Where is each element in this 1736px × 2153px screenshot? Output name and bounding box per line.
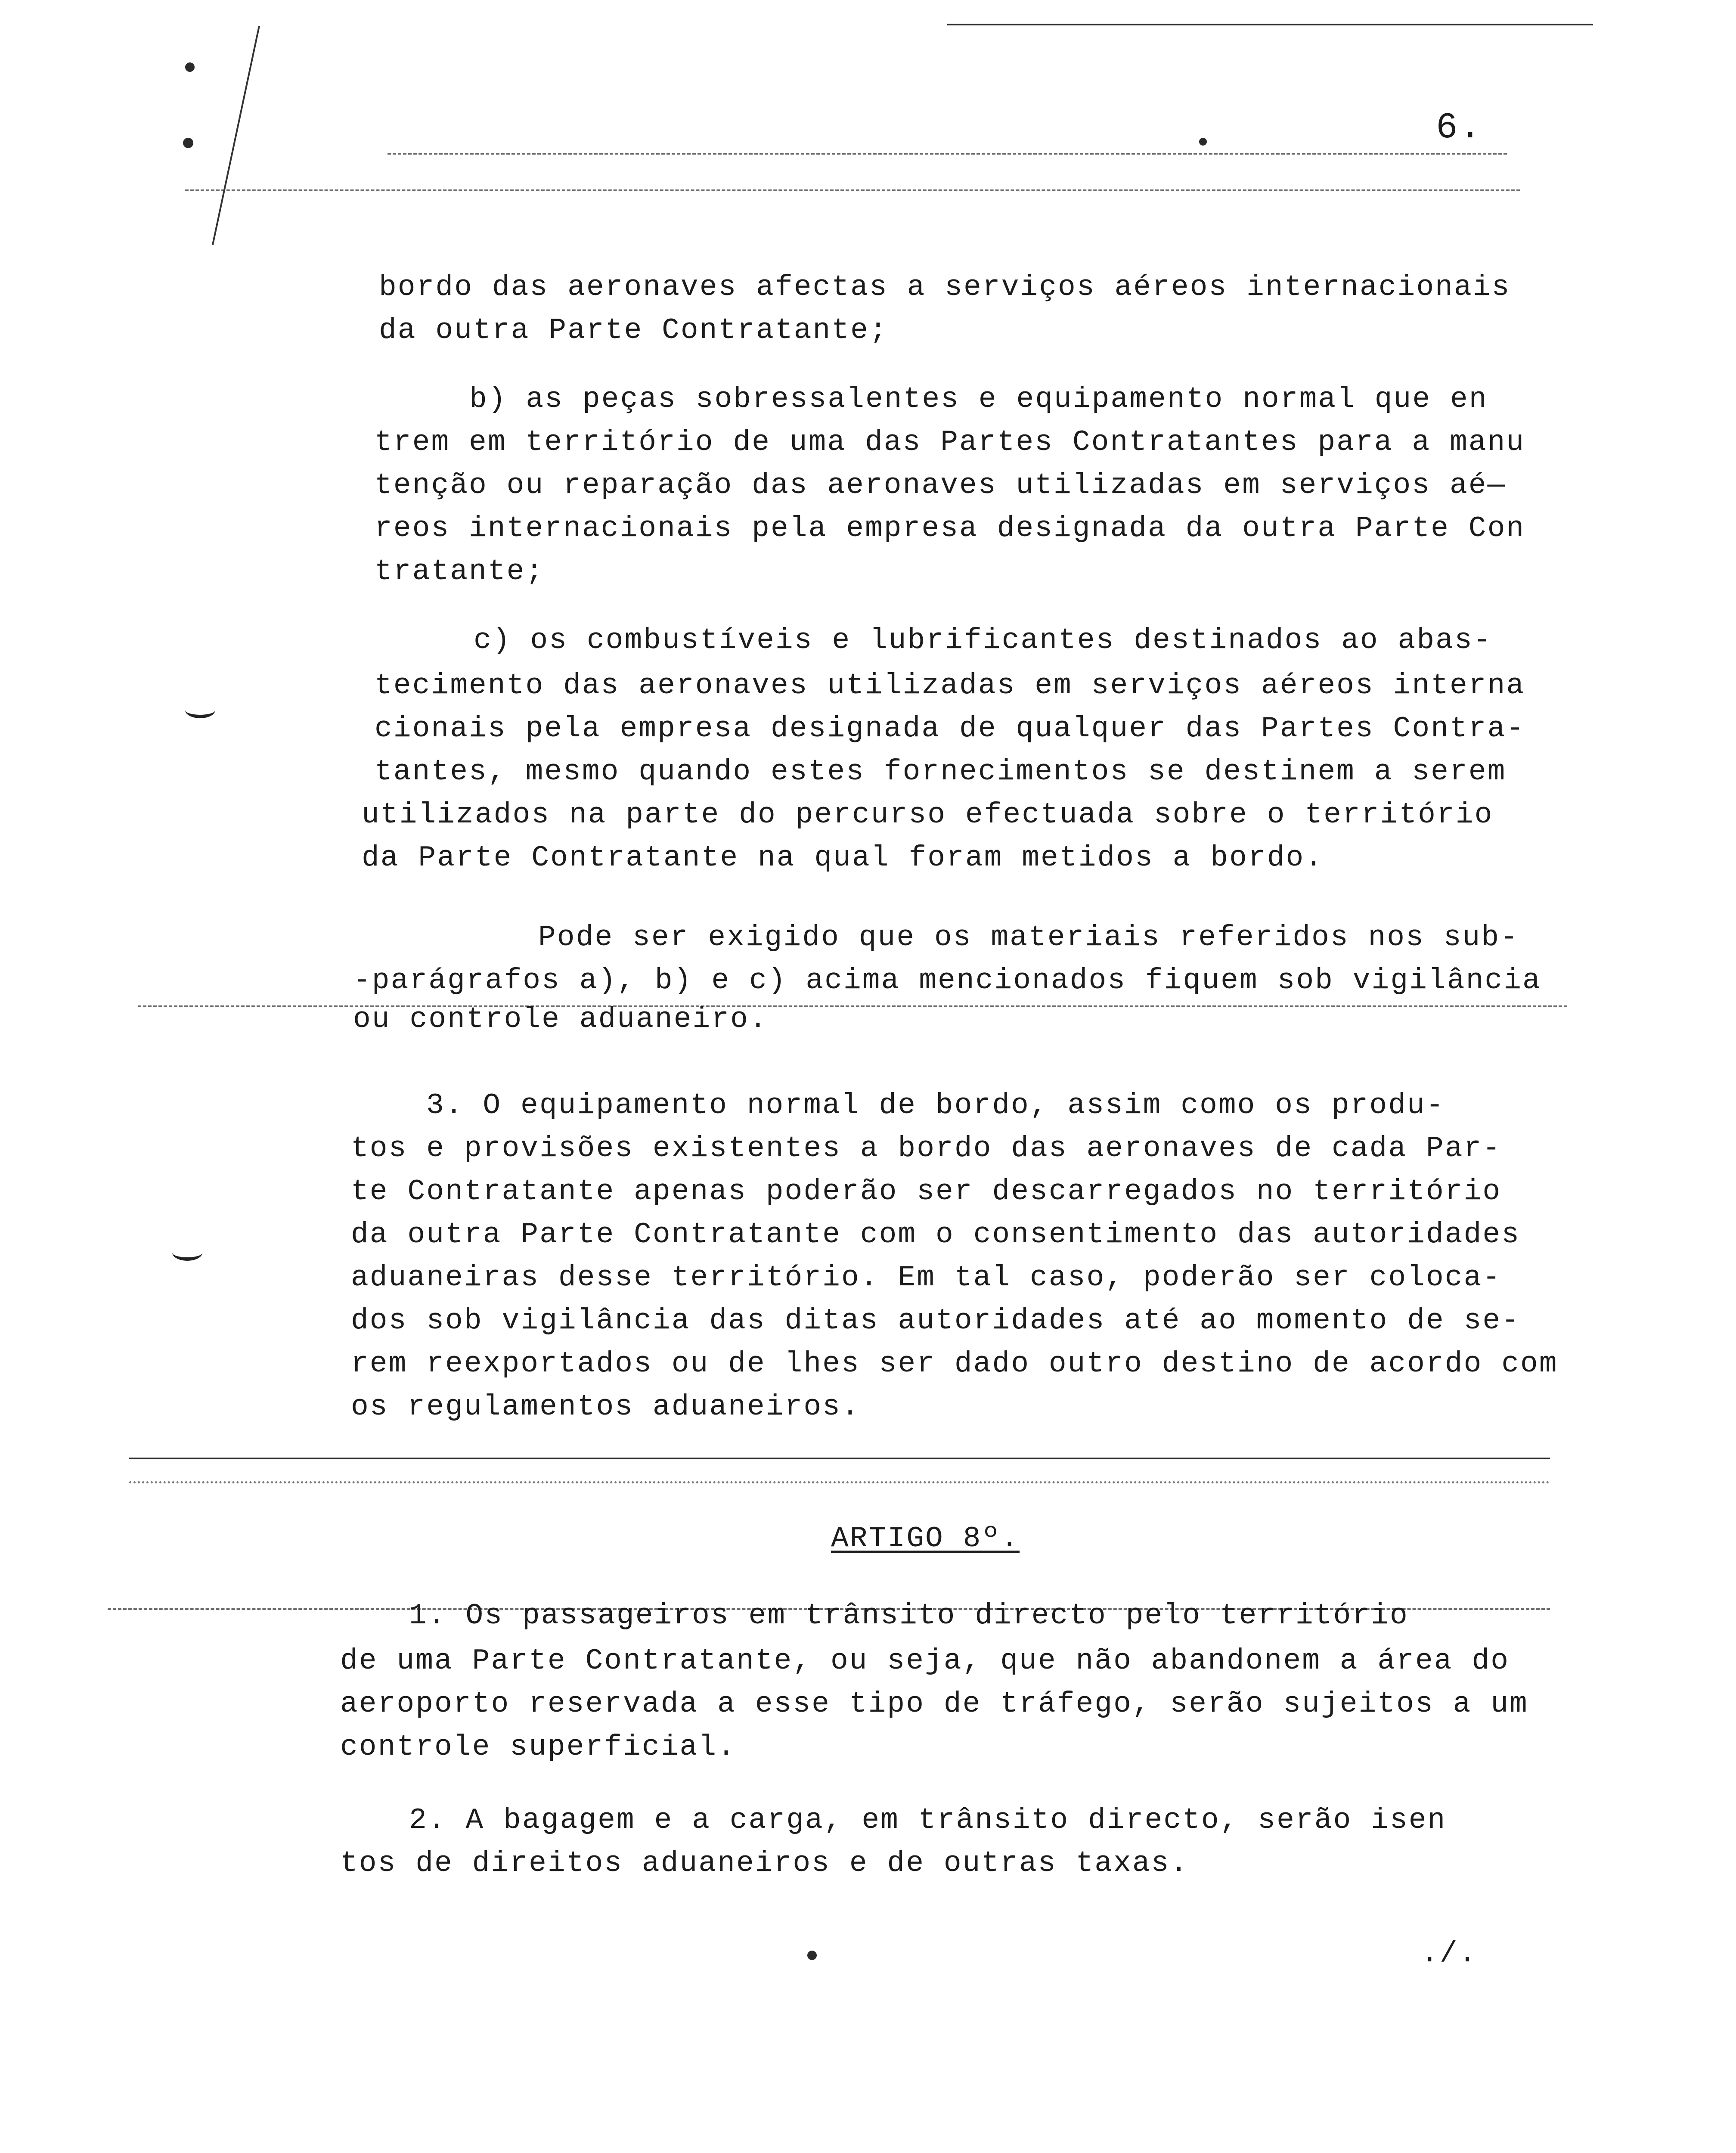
scan-header-dashes	[388, 153, 1507, 155]
text-line: dos sob vigilância das ditas autoridades até ao momento de se-	[351, 1304, 1521, 1337]
text-line: os regulamentos aduaneiros.	[351, 1390, 860, 1424]
margin-tick-mark	[185, 702, 215, 718]
text-line: Pode ser exigido que os materiais referidos nos sub-	[538, 921, 1519, 954]
text-line: te Contratante apenas poderão ser descarregados no território	[351, 1175, 1502, 1208]
text-line: de uma Parte Contratante, ou seja, que não abandonem a área do	[340, 1644, 1510, 1678]
text-line: 1. Os passageiros em trânsito directo pelo território	[409, 1599, 1409, 1632]
text-line: reos internacionais pela empresa designada da outra Parte Con	[375, 512, 1525, 545]
margin-tick-mark	[172, 1244, 202, 1261]
text-line: da Parte Contratante na qual foram metidos a bordo.	[362, 841, 1324, 875]
article-heading: ARTIGO 8º.	[831, 1522, 1020, 1555]
text-line: controle superficial.	[340, 1731, 736, 1764]
text-line: tenção ou reparação das aeronaves utilizadas em serviços aé—	[375, 469, 1507, 502]
scan-top-edge-line	[947, 24, 1593, 25]
margin-dot	[185, 62, 195, 72]
text-line: rem reexportados ou de lhes ser dado outro destino de acordo com	[351, 1347, 1558, 1381]
text-line: 2. A bagagem e a carga, em trânsito directo, serão isen	[409, 1804, 1447, 1837]
text-line: utilizados na parte do percurso efectuada sobre o território	[362, 798, 1494, 831]
text-line: c) os combustíveis e lubrificantes destinados ao abas-	[474, 624, 1492, 657]
text-line: cionais pela empresa designada de qualquer das Partes Contra-	[375, 712, 1525, 745]
text-line: tos e provisões existentes a bordo das aeronaves de cada Par-	[351, 1132, 1502, 1165]
text-line: 3. O equipamento normal de bordo, assim como os produ-	[426, 1089, 1445, 1122]
text-line: b) as peças sobressalentes e equipamento normal que en	[469, 383, 1488, 416]
text-line: aduaneiras desse território. Em tal caso, poderão ser coloca-	[351, 1261, 1502, 1294]
text-line: -parágrafos a), b) e c) acima mencionados fiquem sob vigilância	[353, 964, 1541, 997]
text-line: bordo das aeronaves afectas a serviços aéreos internacionais	[379, 271, 1511, 304]
text-line: da outra Parte Contratante;	[379, 314, 888, 347]
margin-dot	[183, 138, 193, 148]
text-line: tos de direitos aduaneiros e de outras taxas.	[340, 1847, 1189, 1880]
scan-crease-line	[138, 1005, 1567, 1007]
text-line: aeroporto reservada a esse tipo de tráfego, serão sujeitos a um	[340, 1688, 1528, 1721]
text-line: trem em território de uma das Partes Contratantes para a manu	[375, 426, 1525, 459]
text-line: tantes, mesmo quando estes fornecimentos se destinem a serem	[375, 755, 1507, 788]
text-line: tratante;	[375, 555, 545, 588]
text-line: tecimento das aeronaves utilizadas em serviços aéreos interna	[375, 669, 1525, 702]
scan-header-dashes-2	[185, 189, 1520, 191]
page-number: 6.	[1436, 108, 1483, 149]
text-line: ou controle aduaneiro.	[353, 1003, 768, 1036]
scan-crease-line	[129, 1481, 1550, 1483]
scan-crease-line	[129, 1458, 1550, 1459]
margin-pen-stroke	[212, 26, 260, 245]
text-line: da outra Parte Contratante com o consentimento das autoridades	[351, 1218, 1521, 1251]
ink-dot	[807, 1951, 817, 1960]
header-dot	[1199, 138, 1207, 146]
continuation-mark: ./.	[1421, 1937, 1478, 1970]
